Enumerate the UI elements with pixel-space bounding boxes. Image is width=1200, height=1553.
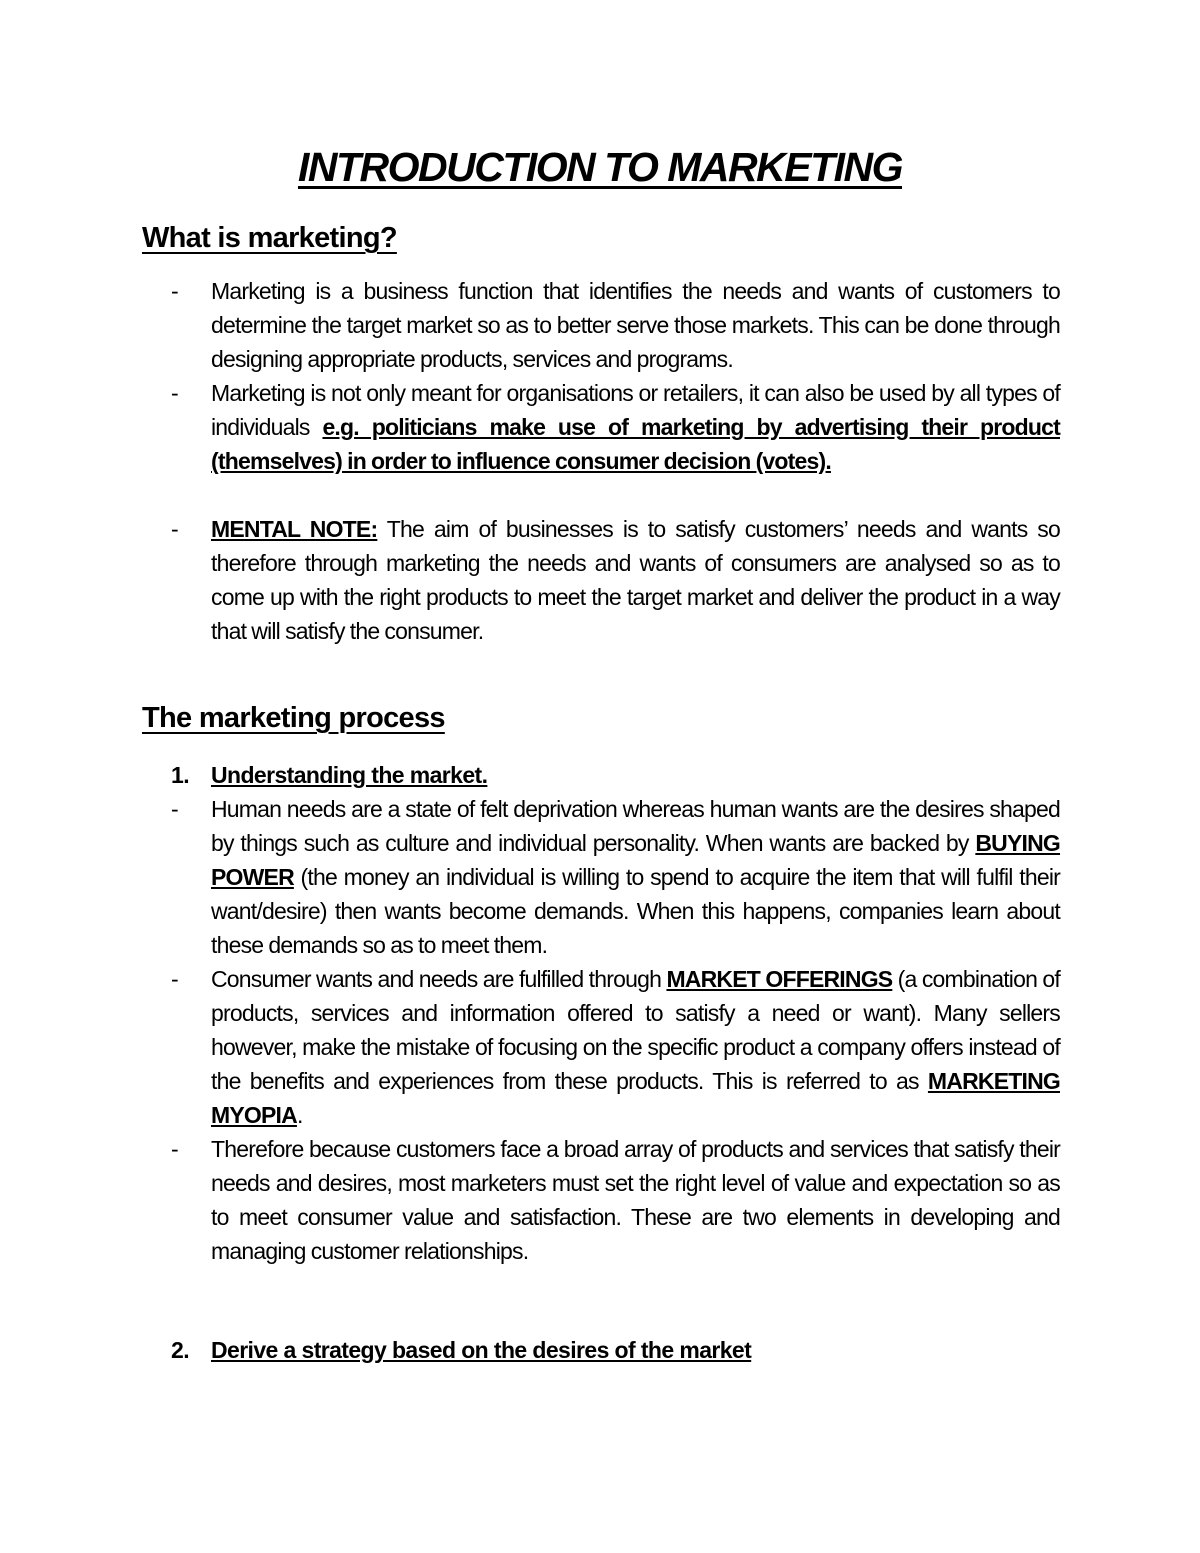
bullet-text: Marketing is not only meant for organisations or retailers, it can also be used by all types of individuals e.g. politicians make use of marketing by advertising their product (themselves) in order to influence consumer decision (votes). bbox=[211, 380, 1060, 474]
term-buying-power: BUYING POWER bbox=[211, 830, 1060, 890]
step1-bullet-list bbox=[171, 792, 1060, 1268]
section-heading-marketing-process: The marketing process bbox=[142, 702, 445, 734]
step-2-heading bbox=[171, 1333, 1060, 1367]
list-item bbox=[171, 376, 1060, 478]
section-heading-what-is-marketing: What is marketing? bbox=[142, 222, 397, 254]
term-marketing-myopia: MARKETING MYOPIA bbox=[211, 1068, 1060, 1128]
step-1-heading bbox=[171, 758, 1060, 792]
mental-note-label: MENTAL NOTE: bbox=[211, 516, 378, 542]
section1-bullet-list bbox=[171, 274, 1060, 648]
step-title: Derive a strategy based on the desires of the market bbox=[211, 1337, 752, 1363]
page-title: INTRODUCTION TO MARKETING bbox=[297, 144, 903, 190]
bullet-text: Marketing is a business function that identifies the needs and wants of customers to determine the target market so as to better serve those markets. This can be done through designing appropriate products, services and programs. bbox=[211, 278, 1060, 372]
list-item bbox=[171, 1132, 1060, 1268]
bullet-text: Human needs are a state of felt deprivation whereas human wants are the desires shaped by things such as culture and individual personality. When wants are backed by BUYING POWER (the money an individual is willing to spend to acquire the item that will fulfil their want/desire) then wants become demands. When this happens, companies learn about these demands so as to meet them. bbox=[211, 796, 1060, 958]
step-title: Understanding the market. bbox=[211, 762, 488, 788]
list-item bbox=[171, 792, 1060, 962]
bullet-dash: - bbox=[171, 380, 178, 406]
bullet-text: Therefore because customers face a broad array of products and services that satisfy their needs and desires, most marketers must set the right level of value and expectation so as to meet consumer value and satisfaction. These are two elements in developing and managing customer relationships. bbox=[211, 1136, 1060, 1264]
bullet-text: Consumer wants and needs are fulfilled through MARKET OFFERINGS (a combination of products, services and information offered to satisfy a need or want). Many sellers however, make the mistake of focusing on the specific product a company offers instead of the benefits and experiences from these products. This is referred to as MARKETING MYOPIA. bbox=[211, 966, 1060, 1128]
bullet-dash: - bbox=[171, 516, 178, 542]
bullet-text: MENTAL NOTE: The aim of businesses is to satisfy customers’ needs and wants so therefore through marketing the needs and wants of consumers are analysed so as to come up with the right products to meet the target market and deliver the product in a way that will satisfy the consumer. bbox=[211, 516, 1060, 644]
list-item bbox=[171, 962, 1060, 1132]
bullet-dash: - bbox=[171, 966, 178, 992]
term-market-offerings: MARKET OFFERINGS bbox=[666, 966, 893, 992]
bullet-dash: - bbox=[171, 278, 178, 304]
bullet-dash: - bbox=[171, 1136, 178, 1162]
list-item bbox=[171, 274, 1060, 376]
emphasis-example: e.g. politicians make use of marketing by advertising their product (themselves) in order to influence consumer decision (votes). bbox=[211, 414, 1060, 474]
step-number: 2. bbox=[171, 1337, 189, 1363]
list-item bbox=[171, 512, 1060, 648]
bullet-dash: - bbox=[171, 796, 178, 822]
step-number: 1. bbox=[171, 762, 189, 788]
